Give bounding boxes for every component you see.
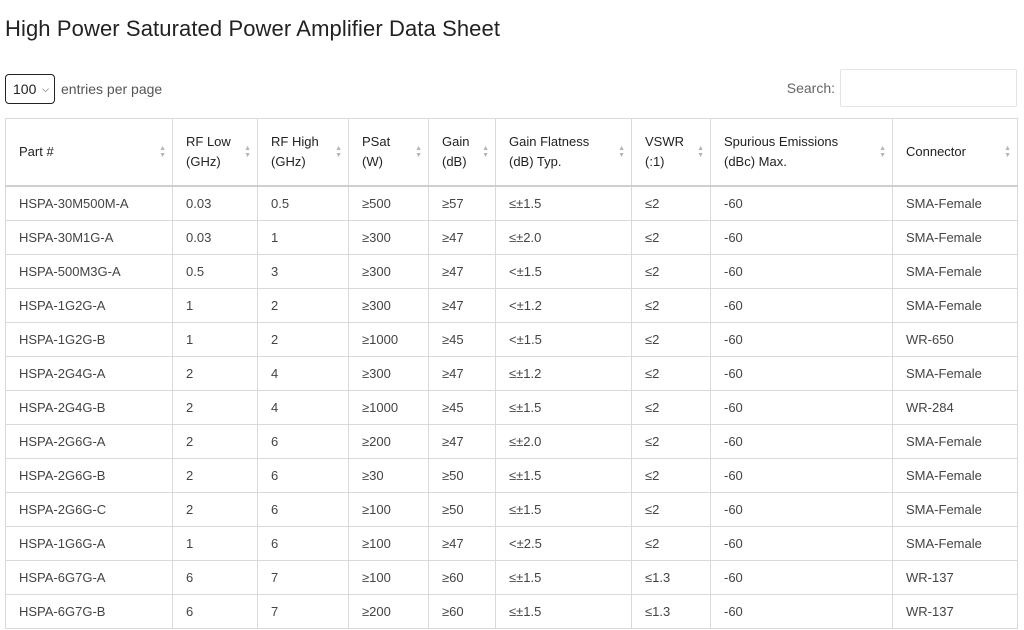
cell-rf_low: 2 bbox=[173, 459, 258, 493]
page-length-label: entries per page bbox=[61, 81, 163, 97]
table-row bbox=[6, 255, 1018, 289]
cell-vswr: ≤2 bbox=[632, 289, 711, 323]
chevron-down-icon: ⌵ bbox=[42, 83, 49, 94]
table-row bbox=[6, 357, 1018, 391]
table-row bbox=[6, 425, 1018, 459]
column-header-unit: (W) bbox=[362, 154, 383, 169]
sort-icon[interactable]: ▲ ▼ bbox=[697, 145, 704, 159]
cell-vswr: ≤1.3 bbox=[632, 595, 711, 629]
table-row bbox=[6, 221, 1018, 255]
cell-rf_low: 0.5 bbox=[173, 255, 258, 289]
table-row bbox=[6, 493, 1018, 527]
cell-connector: SMA-Female bbox=[893, 425, 1018, 459]
column-header-part[interactable] bbox=[6, 119, 173, 187]
cell-rf_high: 2 bbox=[258, 289, 349, 323]
cell-connector: SMA-Female bbox=[893, 221, 1018, 255]
table-row bbox=[6, 391, 1018, 425]
cell-part: HSPA-500M3G-A bbox=[6, 255, 173, 289]
column-header-unit: (dBc) Max. bbox=[724, 154, 787, 169]
cell-connector: SMA-Female bbox=[893, 527, 1018, 561]
cell-flatness: ≤±1.2 bbox=[496, 357, 632, 391]
cell-rf_high: 6 bbox=[258, 493, 349, 527]
table-header-row bbox=[6, 119, 1018, 187]
cell-connector: SMA-Female bbox=[893, 289, 1018, 323]
cell-spurious: -60 bbox=[711, 493, 893, 527]
cell-rf_low: 1 bbox=[173, 289, 258, 323]
cell-connector: SMA-Female bbox=[893, 493, 1018, 527]
cell-connector: SMA-Female bbox=[893, 459, 1018, 493]
column-header-label: VSWR bbox=[645, 134, 684, 149]
sort-icon[interactable]: ▲ ▼ bbox=[1004, 145, 1011, 159]
cell-part: HSPA-2G4G-B bbox=[6, 391, 173, 425]
column-header-flatness[interactable] bbox=[496, 119, 632, 187]
sort-icon[interactable]: ▲ ▼ bbox=[244, 145, 251, 159]
cell-vswr: ≤2 bbox=[632, 221, 711, 255]
cell-rf_low: 1 bbox=[173, 323, 258, 357]
cell-part: HSPA-1G2G-B bbox=[6, 323, 173, 357]
cell-psat: ≥100 bbox=[349, 493, 429, 527]
cell-spurious: -60 bbox=[711, 527, 893, 561]
cell-rf_low: 0.03 bbox=[173, 221, 258, 255]
cell-gain: ≥47 bbox=[429, 221, 496, 255]
cell-rf_high: 4 bbox=[258, 391, 349, 425]
cell-spurious: -60 bbox=[711, 186, 893, 221]
sort-icon[interactable]: ▲ ▼ bbox=[159, 145, 166, 159]
cell-gain: ≥45 bbox=[429, 391, 496, 425]
cell-psat: ≥200 bbox=[349, 595, 429, 629]
cell-gain: ≥47 bbox=[429, 425, 496, 459]
cell-vswr: ≤2 bbox=[632, 186, 711, 221]
cell-spurious: -60 bbox=[711, 323, 893, 357]
sort-icon[interactable]: ▲ ▼ bbox=[415, 145, 422, 159]
sort-icon[interactable]: ▲ ▼ bbox=[482, 145, 489, 159]
cell-part: HSPA-2G6G-C bbox=[6, 493, 173, 527]
cell-vswr: ≤2 bbox=[632, 391, 711, 425]
column-header-rf_low[interactable] bbox=[173, 119, 258, 187]
column-header-gain[interactable] bbox=[429, 119, 496, 187]
cell-psat: ≥300 bbox=[349, 221, 429, 255]
cell-gain: ≥50 bbox=[429, 493, 496, 527]
cell-gain: ≥57 bbox=[429, 186, 496, 221]
cell-flatness: ≤±1.5 bbox=[496, 561, 632, 595]
column-header-unit: (dB) bbox=[442, 154, 467, 169]
cell-flatness: ≤±2.0 bbox=[496, 221, 632, 255]
column-header-spurious[interactable] bbox=[711, 119, 893, 187]
table-row bbox=[6, 323, 1018, 357]
cell-psat: ≥1000 bbox=[349, 323, 429, 357]
cell-flatness: ≤±1.5 bbox=[496, 595, 632, 629]
cell-vswr: ≤2 bbox=[632, 493, 711, 527]
table-row bbox=[6, 459, 1018, 493]
cell-connector: SMA-Female bbox=[893, 255, 1018, 289]
cell-rf_high: 4 bbox=[258, 357, 349, 391]
search-input[interactable] bbox=[840, 69, 1017, 107]
cell-spurious: -60 bbox=[711, 255, 893, 289]
cell-flatness: ≤±1.5 bbox=[496, 493, 632, 527]
cell-spurious: -60 bbox=[711, 289, 893, 323]
cell-flatness: <±2.5 bbox=[496, 527, 632, 561]
column-header-label: Connector bbox=[906, 144, 966, 159]
cell-connector: WR-650 bbox=[893, 323, 1018, 357]
cell-vswr: ≤2 bbox=[632, 459, 711, 493]
page-length-value: 100 bbox=[13, 81, 37, 97]
column-header-unit: (dB) Typ. bbox=[509, 154, 562, 169]
cell-psat: ≥100 bbox=[349, 527, 429, 561]
cell-psat: ≥300 bbox=[349, 289, 429, 323]
cell-spurious: -60 bbox=[711, 357, 893, 391]
cell-rf_high: 6 bbox=[258, 459, 349, 493]
cell-rf_high: 1 bbox=[258, 221, 349, 255]
cell-vswr: ≤2 bbox=[632, 357, 711, 391]
table-row bbox=[6, 561, 1018, 595]
table-row bbox=[6, 289, 1018, 323]
cell-part: HSPA-30M500M-A bbox=[6, 186, 173, 221]
cell-connector: WR-284 bbox=[893, 391, 1018, 425]
cell-rf_low: 2 bbox=[173, 493, 258, 527]
cell-psat: ≥300 bbox=[349, 255, 429, 289]
cell-flatness: ≤±1.5 bbox=[496, 391, 632, 425]
cell-part: HSPA-6G7G-B bbox=[6, 595, 173, 629]
sort-icon[interactable]: ▲ ▼ bbox=[335, 145, 342, 159]
cell-spurious: -60 bbox=[711, 595, 893, 629]
cell-rf_high: 3 bbox=[258, 255, 349, 289]
cell-rf_low: 1 bbox=[173, 527, 258, 561]
column-header-label: Spurious Emissions bbox=[724, 134, 839, 149]
column-header-rf_high[interactable] bbox=[258, 119, 349, 187]
cell-gain: ≥60 bbox=[429, 595, 496, 629]
cell-spurious: -60 bbox=[711, 425, 893, 459]
cell-connector: SMA-Female bbox=[893, 357, 1018, 391]
cell-gain: ≥45 bbox=[429, 323, 496, 357]
sort-icon[interactable]: ▲ ▼ bbox=[618, 145, 625, 159]
cell-rf_high: 6 bbox=[258, 425, 349, 459]
column-header-label: Gain bbox=[442, 134, 470, 149]
cell-rf_low: 2 bbox=[173, 357, 258, 391]
cell-rf_low: 6 bbox=[173, 595, 258, 629]
page-length-control bbox=[5, 74, 162, 104]
cell-vswr: ≤1.3 bbox=[632, 561, 711, 595]
column-header-connector[interactable] bbox=[893, 119, 1018, 187]
cell-spurious: -60 bbox=[711, 459, 893, 493]
search-control bbox=[787, 69, 1017, 107]
cell-spurious: -60 bbox=[711, 391, 893, 425]
cell-vswr: ≤2 bbox=[632, 323, 711, 357]
cell-gain: ≥47 bbox=[429, 289, 496, 323]
cell-gain: ≥60 bbox=[429, 561, 496, 595]
cell-vswr: ≤2 bbox=[632, 255, 711, 289]
column-header-vswr[interactable] bbox=[632, 119, 711, 187]
cell-flatness: ≤±1.5 bbox=[496, 186, 632, 221]
cell-rf_low: 2 bbox=[173, 391, 258, 425]
cell-rf_high: 7 bbox=[258, 561, 349, 595]
cell-psat: ≥200 bbox=[349, 425, 429, 459]
column-header-label: Part # bbox=[19, 144, 54, 159]
column-header-unit: (GHz) bbox=[186, 154, 221, 169]
column-header-label: RF Low bbox=[186, 134, 231, 149]
cell-part: HSPA-1G2G-A bbox=[6, 289, 173, 323]
search-label: Search: bbox=[786, 80, 835, 96]
column-header-label: PSat bbox=[362, 134, 391, 149]
cell-vswr: ≤2 bbox=[632, 425, 711, 459]
table-row bbox=[6, 595, 1018, 629]
cell-rf_high: 7 bbox=[258, 595, 349, 629]
cell-gain: ≥47 bbox=[429, 527, 496, 561]
cell-gain: ≥47 bbox=[429, 255, 496, 289]
cell-psat: ≥500 bbox=[349, 186, 429, 221]
column-header-label: RF High bbox=[271, 134, 319, 149]
column-header-unit: (:1) bbox=[645, 154, 665, 169]
column-header-label: Gain Flatness bbox=[509, 134, 590, 149]
cell-part: HSPA-6G7G-A bbox=[6, 561, 173, 595]
cell-flatness: <±1.5 bbox=[496, 255, 632, 289]
table-row bbox=[6, 527, 1018, 561]
column-header-psat[interactable] bbox=[349, 119, 429, 187]
cell-gain: ≥50 bbox=[429, 459, 496, 493]
cell-psat: ≥300 bbox=[349, 357, 429, 391]
cell-vswr: ≤2 bbox=[632, 527, 711, 561]
table-body bbox=[6, 186, 1018, 629]
cell-gain: ≥47 bbox=[429, 357, 496, 391]
cell-connector: WR-137 bbox=[893, 595, 1018, 629]
cell-spurious: -60 bbox=[711, 221, 893, 255]
cell-rf_low: 2 bbox=[173, 425, 258, 459]
sort-icon[interactable]: ▲ ▼ bbox=[879, 145, 886, 159]
cell-part: HSPA-2G6G-B bbox=[6, 459, 173, 493]
cell-connector: WR-137 bbox=[893, 561, 1018, 595]
cell-psat: ≥1000 bbox=[349, 391, 429, 425]
cell-rf_high: 2 bbox=[258, 323, 349, 357]
cell-connector: SMA-Female bbox=[893, 186, 1018, 221]
cell-rf_high: 0.5 bbox=[258, 186, 349, 221]
cell-part: HSPA-2G6G-A bbox=[6, 425, 173, 459]
data-table bbox=[5, 118, 1018, 629]
column-header-unit: (GHz) bbox=[271, 154, 306, 169]
cell-rf_high: 6 bbox=[258, 527, 349, 561]
cell-spurious: -60 bbox=[711, 561, 893, 595]
page-title: High Power Saturated Power Amplifier Data Sheet bbox=[5, 16, 501, 41]
cell-flatness: <±1.2 bbox=[496, 289, 632, 323]
cell-flatness: ≤±1.5 bbox=[496, 459, 632, 493]
cell-flatness: ≤±2.0 bbox=[496, 425, 632, 459]
cell-psat: ≥30 bbox=[349, 459, 429, 493]
cell-part: HSPA-1G6G-A bbox=[6, 527, 173, 561]
cell-psat: ≥100 bbox=[349, 561, 429, 595]
cell-flatness: <±1.5 bbox=[496, 323, 632, 357]
page-length-select[interactable] bbox=[5, 74, 55, 104]
table-row bbox=[6, 186, 1018, 221]
cell-rf_low: 0.03 bbox=[173, 186, 258, 221]
table-controls bbox=[5, 73, 1017, 109]
cell-part: HSPA-30M1G-A bbox=[6, 221, 173, 255]
cell-part: HSPA-2G4G-A bbox=[6, 357, 173, 391]
cell-rf_low: 6 bbox=[173, 561, 258, 595]
